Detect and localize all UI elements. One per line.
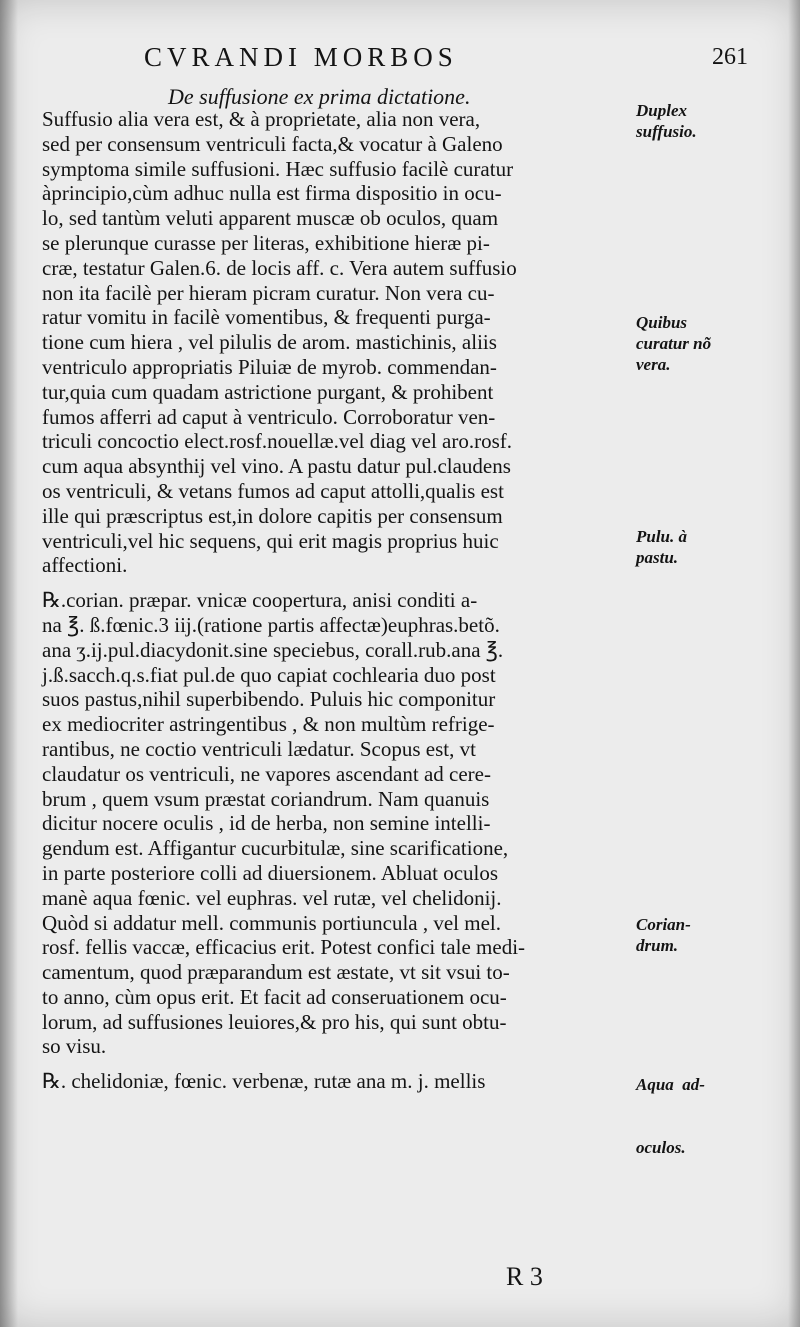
marginal-note-duplex [636,100,796,142]
text-line: dicitur nocere oculis , id de herba, non semine intelli- [42,811,491,836]
marginal-note-quibus [636,312,796,375]
paragraph-2 [42,588,642,1059]
text-line: j.ß.sacch.q.s.fiat pul.de quo capiat cochlearia duo post [42,662,496,687]
text-line: lorum, ad suffusiones leuiores,& pro his, qui sunt obtu- [42,1009,507,1034]
text-line: ventriculi,vel hic sequens, qui erit magis proprius huic [42,528,499,553]
text-line: brum , quem vsum præstat coriandrum. Nam quanuis [42,786,490,811]
text-line: non ita facilè per hieram picram curatur. Non vera cu- [42,280,495,305]
text-line: symptoma simile suffusioni. Hæc suffusio facilè curatur [42,156,514,181]
text-line: suos pastus,nihil superbibendo. Puluis hic componitur [42,687,496,712]
main-text [42,107,642,1094]
marginal-note-line: pastu. [636,548,679,567]
text-line: ℞.corian. præpar. vnicæ coopertura, anisi conditi a- [42,588,478,613]
text-line: ventriculo appropriatis Piluiæ de myrob. commendan- [42,354,497,379]
paragraph-1 [42,107,642,578]
page-number: 261 [712,44,748,70]
text-line: cræ, testatur Galen.6. de locis aff. c. Vera autem suffusio [42,255,517,280]
marginal-note-line: drum. [636,936,679,955]
text-line: fumos afferri ad caput à ventriculo. Corroboratur ven- [42,404,496,429]
text-line: ana ʒ.ij.pul.diacydonit.sine speciebus, corall.rub.ana ℥. [42,637,504,662]
marginal-note-line: oculos. [636,1138,686,1157]
marginal-note-coriandrum [636,914,796,956]
marginal-note-line: curatur nõ [636,334,712,353]
marginal-note-line: Duplex [636,101,687,120]
running-head: CVRANDI MORBOS [144,42,458,72]
text-line: triculi concoctio elect.rosf.nouellæ.vel diag vel aro.rosf. [42,429,513,454]
text-line: tione cum hiera , vel pilulis de arom. mastichinis, aliis [42,330,497,355]
paragraph-gap [42,1059,642,1069]
marginal-note-line: Aqua ad- [636,1075,705,1094]
marginal-note-line: suffusio. [636,122,697,141]
text-line: lo, sed tantùm veluti apparent muscæ ob oculos, quam [42,206,499,231]
text-line: claudatur os ventriculi, ne vapores ascendant ad cere- [42,761,491,786]
paragraph-3 [42,1069,642,1094]
text-line: rantibus, ne coctio ventriculi lædatur. Scopus est, vt [42,736,476,761]
text-line: Suffusio alia vera est, & à proprietate, alia non vera, [42,107,481,131]
text-line: manè aqua fœnic. vel euphras. vel rutæ, vel chelidonij. [42,885,502,910]
paragraph-gap [42,578,642,588]
text-line: se plerunque curasse per literas, exhibitione hieræ pi- [42,230,490,255]
text-line: cum aqua absynthij vel vino. A pastu datur pul.claudens [42,454,511,479]
text-line: os ventriculi, & vetans fumos ad caput attolli,qualis est [42,478,504,503]
marginal-note-line: vera. [636,355,671,374]
signature-mark: R 3 [506,1262,543,1291]
text-line: ratur vomitu in facilè vomentibus, & frequenti purga- [42,305,491,330]
text-line: so visu. [42,1034,107,1059]
text-line: camentum, quod præparandum est æstate, vt sit vsui to- [42,960,510,985]
text-line: in parte posteriore colli ad diuersionem. Abluat oculos [42,860,499,885]
text-line: Quòd si addatur mell. communis portiuncula , vel mel. [42,910,501,935]
text-line: tur,quia cum quadam astrictione purgant, & prohibent [42,379,494,404]
marginal-note-line: Corian- [636,915,691,934]
section-title: De suffusione ex prima dictatione. [168,84,471,109]
text-line: affectioni. [42,553,128,578]
text-line: ℞. chelidoniæ, fœnic. verbenæ, rutæ ana m. j. mellis [42,1069,486,1094]
text-line: ex mediocriter astringentibus , & non multùm refrige- [42,712,495,737]
page-gutter-shadow [0,0,18,1327]
text-line: àprincipio,cùm adhuc nulla est firma dispositio in ocu- [42,181,502,206]
marginal-note-aqua [636,1032,796,1200]
text-line: rosf. fellis vaccæ, efficacius erit. Potest confici tale medi- [42,935,526,960]
text-line: gendum est. Affigantur cucurbitulæ, sine scarificatione, [42,836,509,861]
text-line: sed per consensum ventriculi facta,& vocatur à Galeno [42,131,503,156]
marginal-note-line: Pulu. à [636,527,688,546]
text-line: ille qui præscriptus est,in dolore capitis per consensum [42,503,503,528]
text-line: to anno, cùm opus erit. Et facit ad conseruationem ocu- [42,984,507,1009]
marginal-note-line: Quibus [636,313,688,332]
text-line: na ℥. ß.fœnic.3 iij.(ratione partis affectæ)euphras.betõ. [42,612,500,637]
marginal-note-pulu [636,526,796,568]
